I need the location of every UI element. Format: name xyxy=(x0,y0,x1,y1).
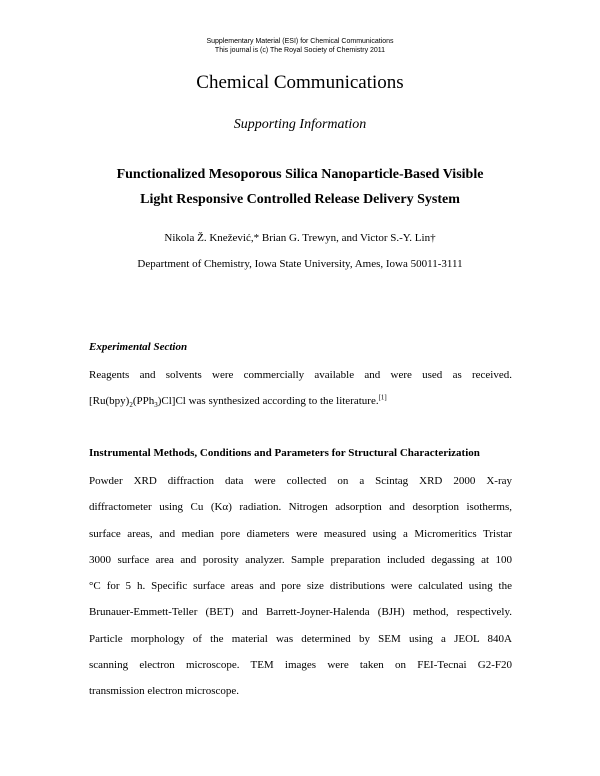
reference-marker: [1] xyxy=(378,393,387,402)
paragraph-line: Reagents and solvents were commercially available and were used as received. xyxy=(89,369,512,381)
instrumental-section-heading: Instrumental Methods, Conditions and Parameters for Structural Characterization xyxy=(89,447,480,459)
formula-part: )Cl]Cl was synthesized according to the literature. xyxy=(157,395,379,407)
paragraph-line: Powder XRD diffraction data were collected on a Scintag XRD 2000 X-ray xyxy=(89,475,512,487)
paragraph-line: 3000 surface area and porosity analyzer. Sample preparation included degassing at 100 xyxy=(89,553,512,566)
paragraph-line: Particle morphology of the material was determined by SEM using a JEOL 840A xyxy=(89,632,512,645)
formula-subscript: 3 xyxy=(154,401,158,410)
affiliation: Department of Chemistry, Iowa State University, Ames, Iowa 50011-3111 xyxy=(137,258,463,270)
experimental-section-heading: Experimental Section xyxy=(89,341,188,353)
author-list: Nikola Ž. Knežević,* Brian G. Trewyn, and Victor S.-Y. Lin† xyxy=(164,232,436,244)
header-line-1: Supplementary Material (ESI) for Chemical Communications xyxy=(206,38,394,45)
paper-title xyxy=(60,162,540,212)
paragraph-line: °C for 5 h. Specific surface areas and pore size distributions were calculated using the xyxy=(89,580,512,593)
formula-part: [Ru(bpy) xyxy=(89,395,130,407)
instrumental-paragraph xyxy=(89,468,512,705)
paragraph-line: Brunauer-Emmett-Teller (BET) and Barrett-Joyner-Halenda (BJH) method, respectively. xyxy=(89,606,512,619)
paragraph-line: transmission electron microscope. xyxy=(89,685,239,698)
journal-title: Chemical Communications xyxy=(196,72,404,93)
paragraph-line xyxy=(89,388,512,414)
paragraph-line: surface areas, and median pore diameters were measured using a Micromeritics Tristar xyxy=(89,527,512,540)
paragraph-line: scanning electron microscope. TEM images were taken on FEI-Tecnai G2-F20 xyxy=(89,659,512,672)
esi-header xyxy=(0,37,600,55)
paragraph-line: diffractometer using Cu (Kα) radiation. Nitrogen adsorption and desorption isotherms, xyxy=(89,501,512,514)
experimental-paragraph xyxy=(89,362,512,414)
supporting-information-label: Supporting Information xyxy=(233,117,367,132)
formula-part: (PPh xyxy=(132,395,155,407)
title-line-2: Light Responsive Controlled Release Delivery System xyxy=(140,192,460,207)
title-line-1: Functionalized Mesoporous Silica Nanoparticle-Based Visible xyxy=(116,167,484,182)
header-line-2: This journal is (c) The Royal Society of Chemistry 2011 xyxy=(214,47,386,54)
formula-subscript: 2 xyxy=(129,401,133,410)
